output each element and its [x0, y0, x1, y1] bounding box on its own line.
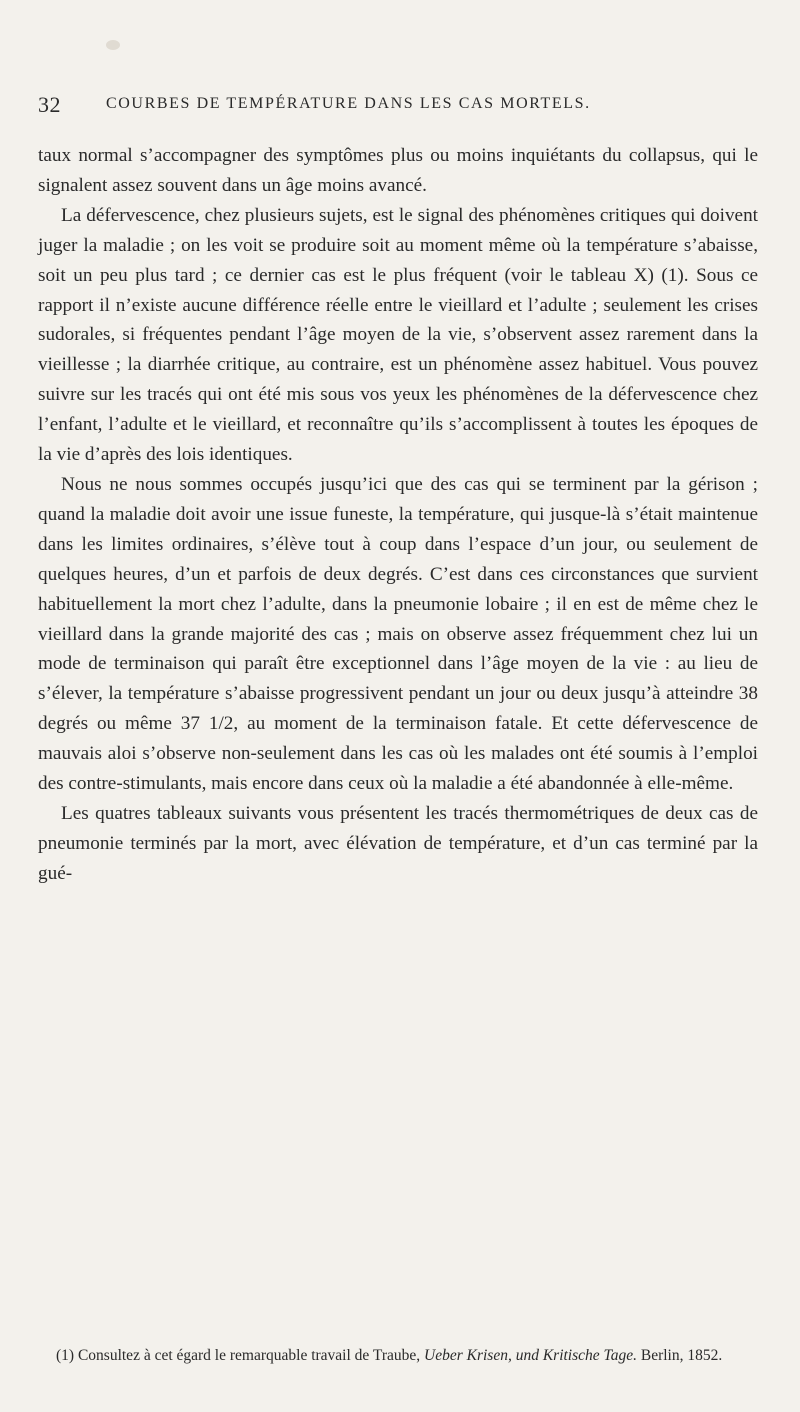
footnote-text: Consultez à cet égard le remarquable travail de Traube,	[77, 1347, 421, 1364]
footnote-title: Ueber Krisen, und Kritische Tage.	[424, 1347, 637, 1364]
paragraph-2: La défervescence, chez plusieurs sujets, est le signal des phénomènes critiques qui doivent juger la maladie ; on les voit se produire soit au moment même où la température s’abaisse, soit un peu plus tard ; ce dernier cas est le plus fréquent (voir le tableau X) (1). Sous ce rapport il n’existe aucune différence réelle entre le vieillard et l’adulte ; seulement les crises sudorales, si fréquentes pendant l’âge moyen de la vie, s’observent assez rarement dans la vieillesse ; la diarrhée critique, au contraire, est un phénomène assez habituel. Vous pouvez suivre sur les tracés qui ont été mis sous vos yeux les phénomènes de la défervescence chez l’enfant, l’adulte et le vieillard, et reconnaître qu’ils s’accomplissent à toutes les époques de la vie d’après des lois identiques.	[38, 204, 758, 466]
footnote-publication: Berlin, 1852.	[640, 1347, 723, 1364]
page-number: 32	[38, 92, 61, 117]
paragraph-4: Les quatres tableaux suivants vous présentent les tracés thermométriques de deux cas de pneumonie terminés par la mort, avec élévation de température, et d’un cas terminé par la gué-	[38, 802, 758, 884]
running-title: COURBES DE TEMPÉRATURE DANS LES CAS MORTELS.	[106, 95, 591, 112]
page-header	[38, 92, 738, 122]
footnote-mark: (1)	[56, 1347, 75, 1364]
body-text	[38, 141, 758, 889]
footnote	[38, 1343, 756, 1368]
paper-stain	[106, 40, 120, 50]
paragraph-3: Nous ne nous sommes occupés jusqu’ici que des cas qui se terminent par la gérison ; quand la maladie doit avoir une issue funeste, la température, qui jusque-là s’était maintenue dans les limites ordinaires, s’élève tout à coup dans l’espace d’un jour, ou seulement de quelques heures, d’un et parfois de deux degrés. C’est dans ces circonstances que survient habituellement la mort chez l’adulte, dans la pneumonie lobaire ; il en est de même chez le vieillard dans la grande majorité des cas ; mais on observe assez fréquemment chez lui un mode de terminaison qui paraît être exceptionnel dans l’âge moyen de la vie : au lieu de s’élever, la température s’abaisse progressivent pendant un jour ou deux jusqu’à atteindre 38 degrés ou même 37 1/2, au moment de la terminaison fatale. Et cette défervescence de mauvais aloi s’observe non-seulement dans les cas où les malades ont été soumis à l’emploi des contre-stimulants, mais encore dans ceux où la maladie a été abandonnée à elle-même.	[38, 473, 758, 795]
paragraph-1: taux normal s’accompagner des symptômes plus ou moins inquiétants du collapsus, qui le signalent assez souvent dans un âge moins avancé.	[38, 145, 758, 196]
